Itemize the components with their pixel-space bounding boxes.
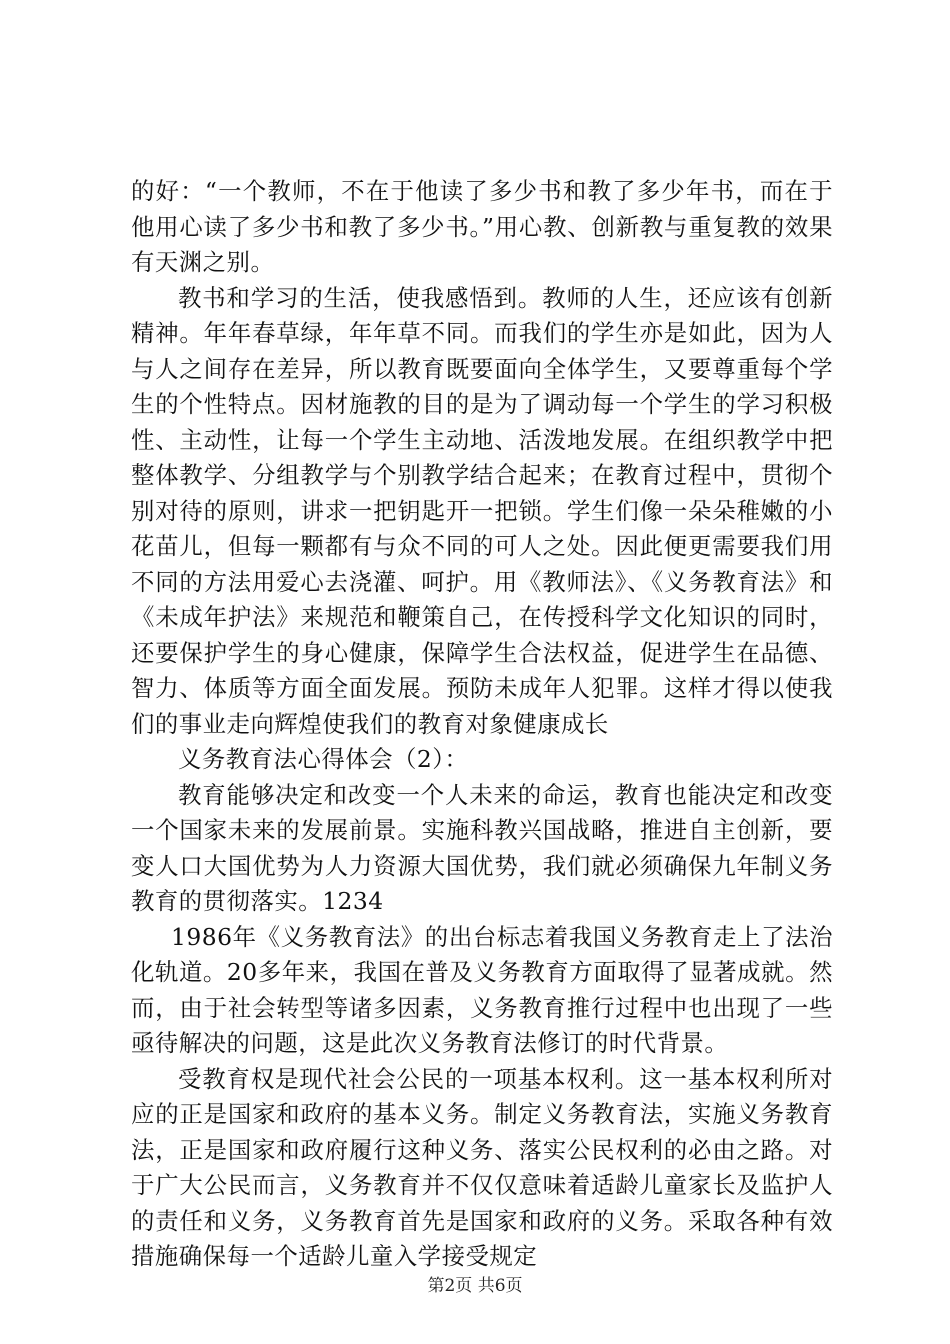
paragraph-1986-law: 1986年《义务教育法》的出台标志着我国义务教育走上了法治化轨道。20多年来，我国在普及义务教育方面取得了显著成就。然而，由于社会转型等诸多因素，义务教育推行过程中也出现了一些亟待解决的问题，这是此次义务教育法修订的时代背景。	[131, 922, 833, 1057]
document-body	[131, 174, 833, 1275]
section-heading: 义务教育法心得体会（2）：	[178, 745, 469, 773]
paragraph-right-to-education: 受教育权是现代社会公民的一项基本权利。这一基本权利所对应的正是国家和政府的基本义务。制定义务教育法，实施义务教育法，正是国家和政府履行这种义务、落实公民权利的必由之路。对于广大公民而言，义务教育并不仅仅意味着适龄儿童家长及监护人的责任和义务，义务教育首先是国家和政府的义务。采取各种有效措施确保每一个适龄儿童入学接受规定	[131, 1064, 833, 1270]
paragraph-continuation: 的好：“一个教师，不在于他读了多少书和教了多少年书，而在于他用心读了多少书和教了多少书。”用心教、创新教与重复教的效果有天渊之别。	[131, 177, 833, 276]
paragraph-teaching-life: 教书和学习的生活，使我感悟到。教师的人生，还应该有创新精神。年年春草绿，年年草不同。而我们的学生亦是如此，因为人与人之间存在差异，所以教育既要面向全体学生，又要尊重每个学生的个性特点。因材施教的目的是为了调动每一个学生的学习积极性、主动性，让每一个学生主动地、活泼地发展。在组织教学中把整体教学、分组教学与个别教学结合起来；在教育过程中，贯彻个别对待的原则，讲求一把钥匙开一把锁。学生们像一朵朵稚嫩的小花苗儿，但每一颗都有与众不同的可人之处。因此便更需要我们用不同的方法用爱心去浇灌、呵护。用《教师法》、《义务教育法》和《未成年护法》来规范和鞭策自己，在传授科学文化知识的同时，还要保护学生的身心健康，保障学生合法权益，促进学生在品德、智力、体质等方面全面发展。预防未成年人犯罪。这样才得以使我们的事业走向辉煌使我们的教育对象健康成长	[131, 283, 833, 738]
paragraph-education-future: 教育能够决定和改变一个人未来的命运，教育也能决定和改变一个国家未来的发展前景。实施科教兴国战略，推进自主创新，要变人口大国优势为人力资源大国优势，我们就必须确保九年制义务教育的贯彻落实。1234	[131, 780, 833, 915]
page-footer: 第2页 共6页	[427, 1276, 523, 1296]
